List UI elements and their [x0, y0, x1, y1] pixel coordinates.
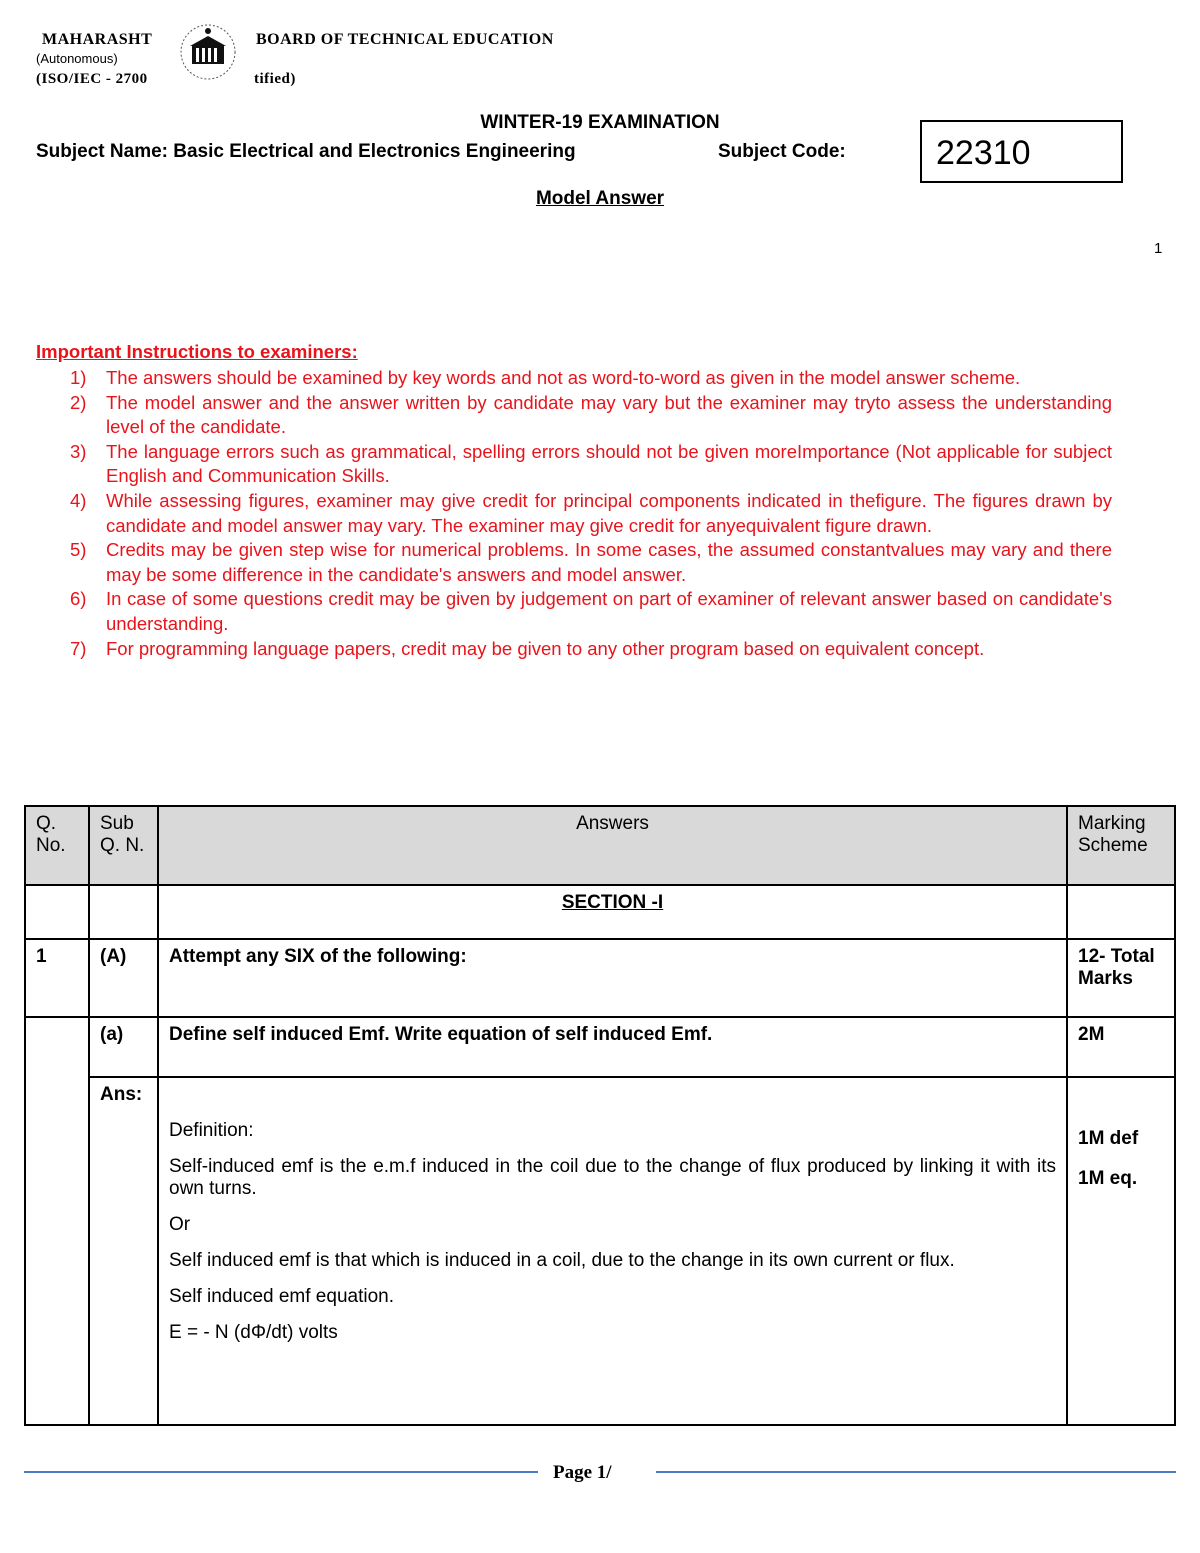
instruction-text: The language errors such as grammatical, spelling errors should not be given moreImportance (Not applicable for subject English and Communication Skills. — [106, 440, 1112, 487]
footer-line-left — [24, 1471, 538, 1473]
question-marks: 2M — [1067, 1017, 1175, 1077]
instruction-number: 1) — [70, 367, 87, 388]
empty-cell — [25, 885, 89, 939]
instructions-block — [36, 341, 1112, 661]
footer-page: Page 1/ — [553, 1462, 612, 1483]
empty-cell — [1067, 885, 1175, 939]
header-q-no: Q. No. — [25, 806, 89, 885]
q-number: 1 — [25, 939, 89, 1017]
board-name-left: MAHARASHT — [42, 31, 153, 48]
mark-definition: 1M def — [1078, 1128, 1139, 1149]
question-text: Attempt any SIX of the following: — [158, 939, 1067, 1017]
header-sub-q: Sub Q. N. — [89, 806, 158, 885]
autonomous-label: (Autonomous) — [36, 51, 118, 66]
question-row — [25, 1017, 1175, 1077]
alternate-definition: Self induced emf is that which is induced in a coil, due to the change in its own current or flux. — [169, 1250, 955, 1271]
subject-code-label: Subject Code: — [718, 141, 846, 162]
page-number: 1 — [1154, 240, 1163, 257]
exam-title: WINTER-19 EXAMINATION — [480, 112, 720, 133]
subject-code-box: 22310 — [920, 120, 1123, 183]
footer-line-right — [656, 1471, 1176, 1473]
instruction-item — [70, 366, 1112, 391]
sub-q-number: (a) — [89, 1017, 158, 1077]
board-name-right: BOARD OF TECHNICAL EDUCATION — [256, 31, 554, 48]
instruction-item — [70, 489, 1112, 538]
instruction-text: While assessing figures, examiner may give credit for principal components indicated in thefigure. The figures drawn by candidate and model answer may vary. The examiner may give credit for anyequivalent figure drawn. — [106, 489, 1112, 536]
empty-cell — [89, 885, 158, 939]
header-marking: Marking Scheme — [1067, 806, 1175, 885]
empty-cell — [25, 1017, 89, 1425]
question-row — [25, 939, 1175, 1017]
definition-label: Definition: — [169, 1120, 254, 1141]
instruction-text: For programming language papers, credit may be given to any other program based on equivalent concept. — [106, 637, 985, 659]
instruction-item — [70, 440, 1112, 489]
answer-row — [25, 1077, 1175, 1425]
instruction-number: 4) — [70, 489, 87, 511]
instruction-text: The answers should be examined by key words and not as word-to-word as given in the model answer scheme. — [106, 367, 1021, 388]
header-answers: Answers — [158, 806, 1067, 885]
instruction-item — [70, 538, 1112, 587]
instruction-number: 2) — [70, 391, 87, 413]
or-text: Or — [169, 1214, 191, 1235]
section-row — [25, 885, 1175, 939]
question-marks: 12- Total Marks — [1067, 939, 1175, 1017]
board-logo-icon — [172, 22, 244, 82]
instruction-item — [70, 587, 1112, 636]
sub-q-number: (A) — [89, 939, 158, 1017]
instruction-number: 7) — [70, 637, 87, 659]
instruction-text: In case of some questions credit may be given by judgement on part of examiner of relevant answer based on candidate's understanding. — [106, 588, 1112, 634]
equation-label: Self induced emf equation. — [169, 1286, 394, 1307]
definition-text: Self-induced emf is the e.m.f induced in the coil due to the change of flux produced by linking it with its own turns. — [169, 1156, 1056, 1199]
instruction-number: 3) — [70, 440, 87, 462]
instructions-list — [36, 366, 1112, 661]
equation: E = - N (dΦ/dt) volts — [169, 1322, 338, 1343]
instructions-title: Important Instructions to examiners: — [36, 341, 358, 362]
mark-equation: 1M eq. — [1078, 1168, 1138, 1189]
instruction-number: 6) — [70, 588, 87, 610]
instruction-item — [70, 391, 1112, 440]
ans-label: Ans: — [89, 1077, 158, 1425]
iso-left: (ISO/IEC - 2700 — [36, 71, 148, 87]
answer-marks — [1067, 1077, 1175, 1425]
instruction-text: Credits may be given step wise for numerical problems. In some cases, the assumed constantvalues may vary and there may be some difference in the candidate's answers and model answer. — [106, 539, 1112, 585]
answer-cell — [158, 1077, 1067, 1425]
instruction-number: 5) — [70, 539, 87, 561]
instruction-item — [70, 637, 1112, 662]
instruction-text: The model answer and the answer written by candidate may vary but the examiner may tryto assess the understanding level of the candidate. — [106, 391, 1112, 438]
model-answer-heading: Model Answer — [535, 188, 665, 209]
question-text: Define self induced Emf. Write equation of self induced Emf. — [158, 1017, 1067, 1077]
answer-table — [24, 805, 1176, 1426]
subject-name: Subject Name: Basic Electrical and Electronics Engineering — [36, 141, 576, 162]
section-title: SECTION -I — [158, 885, 1067, 939]
iso-right: tified) — [254, 71, 296, 87]
table-header-row — [25, 806, 1175, 885]
